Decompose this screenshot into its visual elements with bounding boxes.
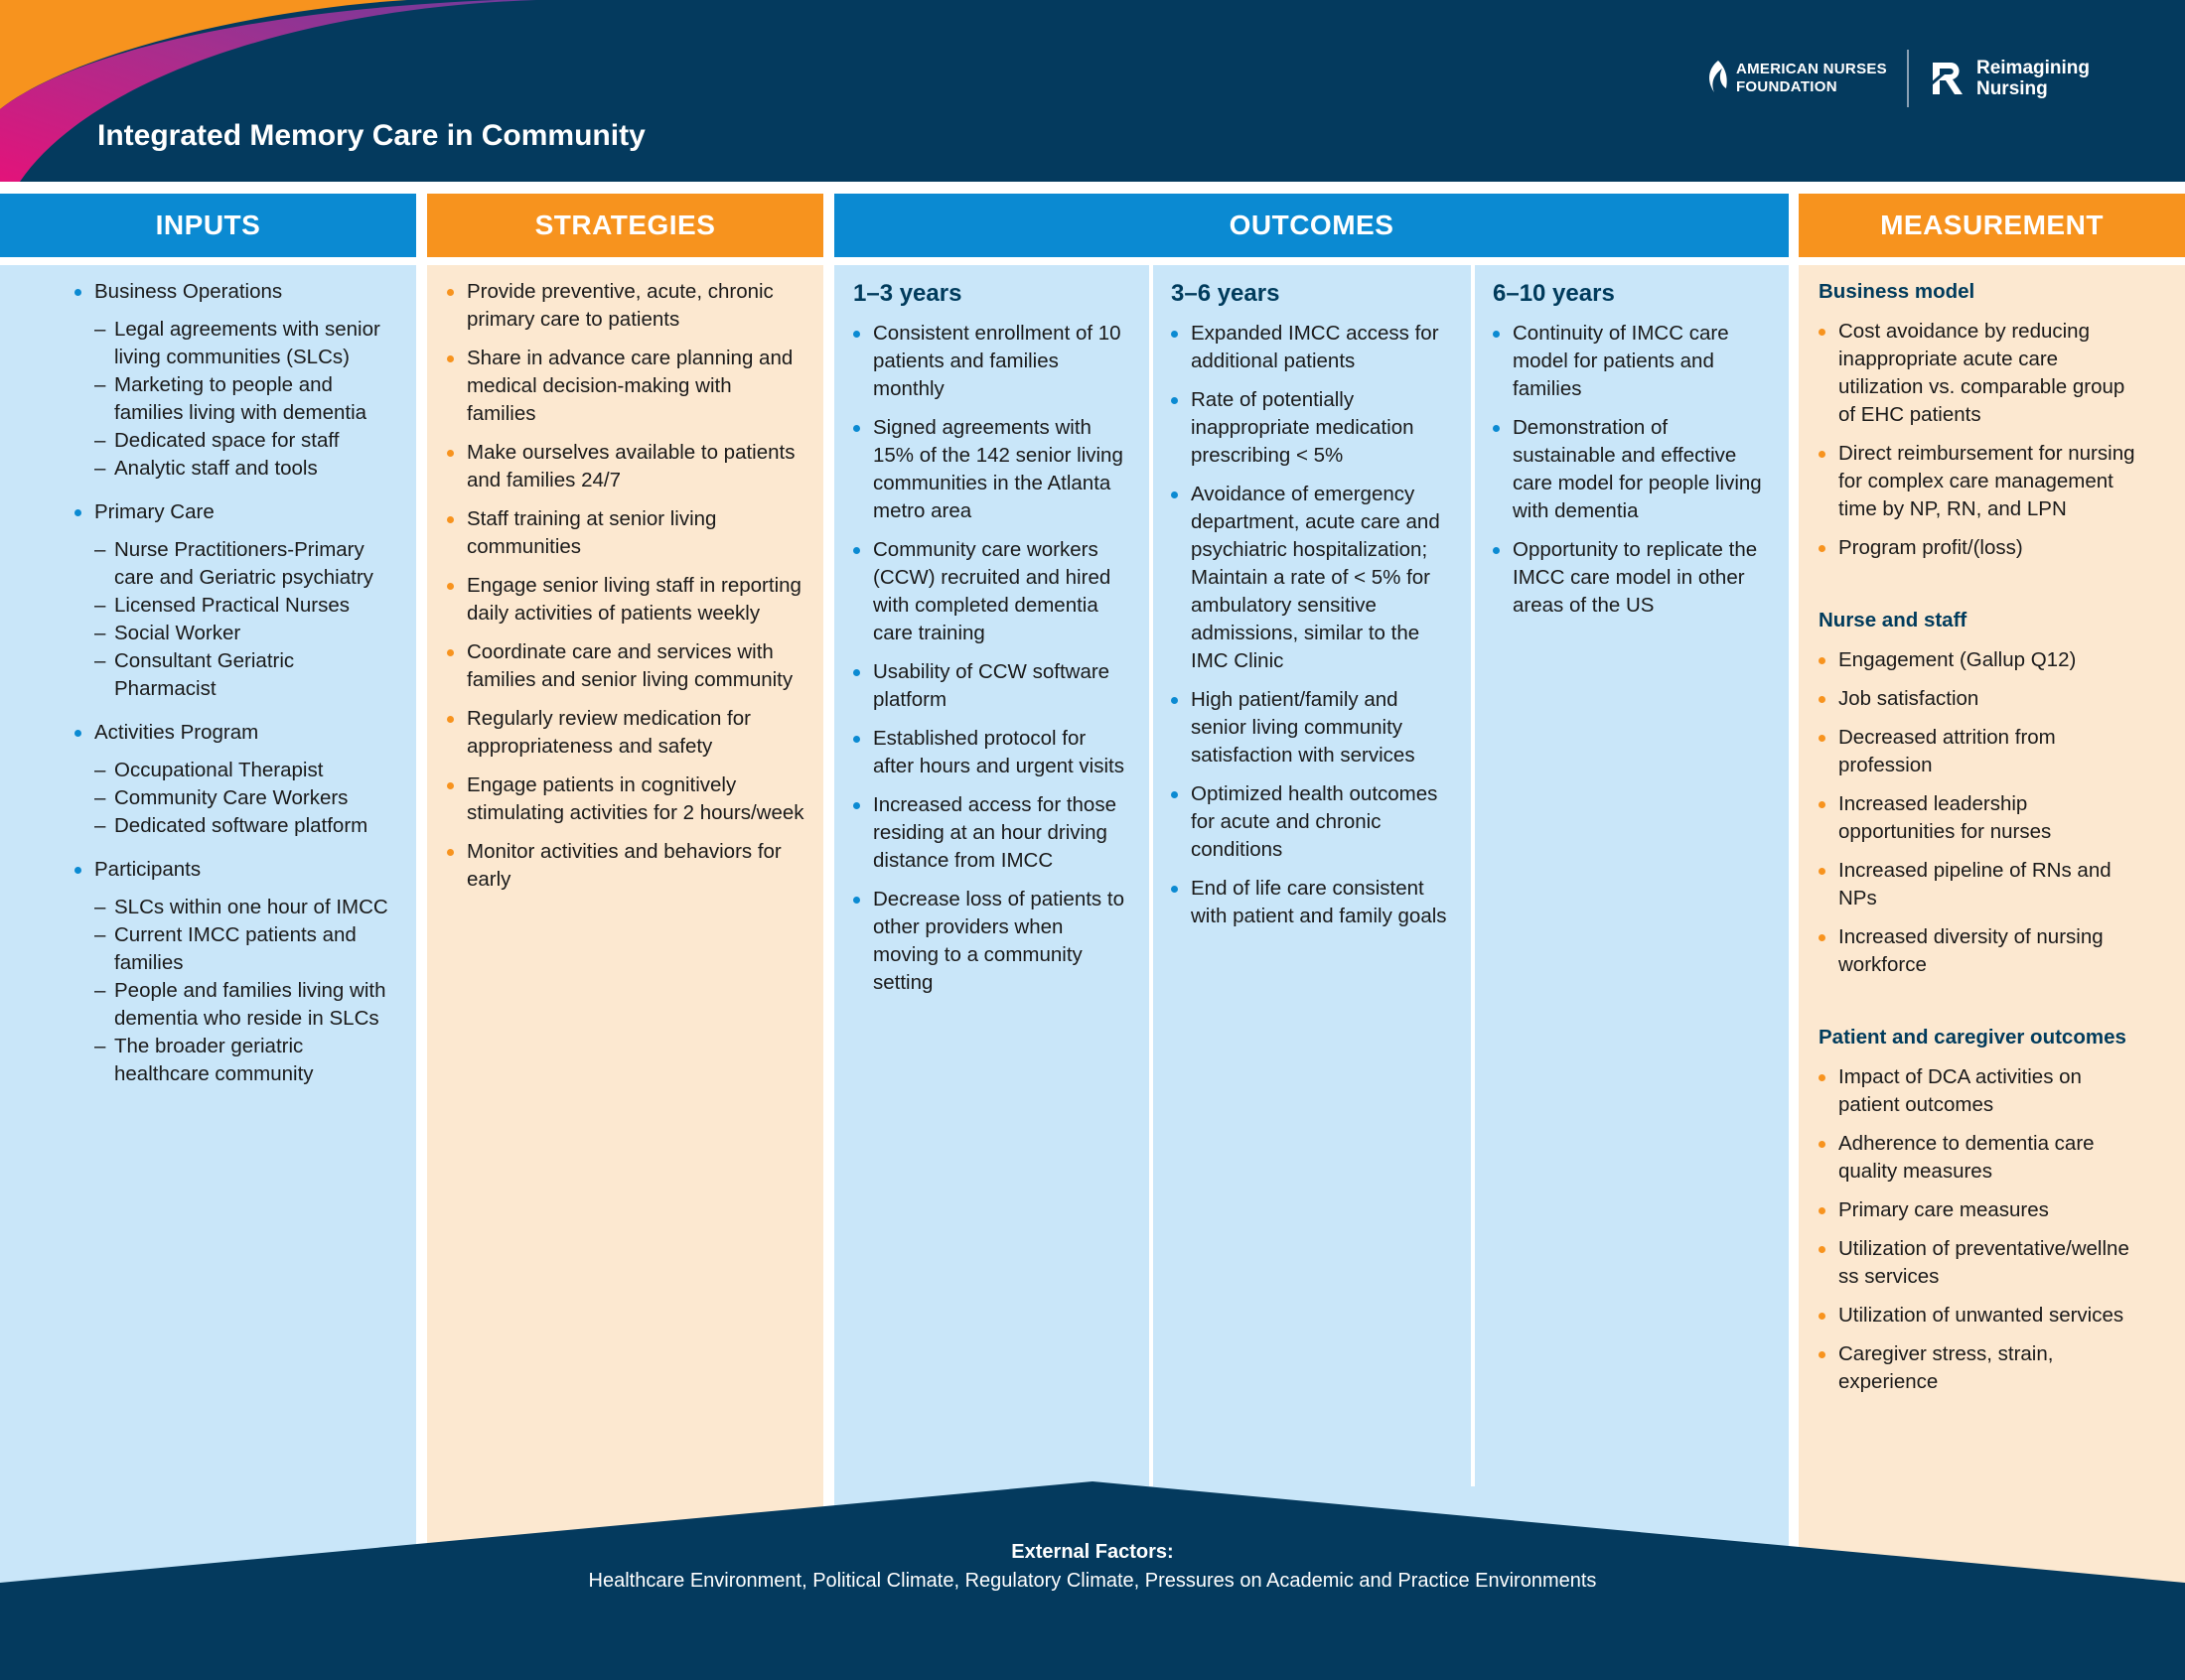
outcomes-header: OUTCOMES bbox=[834, 194, 1789, 257]
outcomes-column bbox=[834, 194, 1789, 994]
sub-item: – Community Care Workers bbox=[94, 784, 392, 812]
list-item: Engage patients in cognitively stimulating activities for 2 hours/week bbox=[447, 771, 804, 827]
list-item: Expanded IMCC access for additional patients bbox=[1171, 320, 1459, 375]
external-factors-text: Healthcare Environment, Political Climate, Regulatory Climate, Pressures on Academic and Practice Environments bbox=[588, 1570, 1597, 1592]
list-item: Avoidance of emergency department, acute care and psychiatric hospitalization; Maintain a rate of < 5% for ambulatory sensitive admissions, similar to the IMC Clinic bbox=[1171, 481, 1459, 675]
period-heading: 6–10 years bbox=[1493, 280, 1615, 307]
period-heading: 3–6 years bbox=[1171, 280, 1280, 307]
section-heading: Business model bbox=[1819, 280, 1975, 303]
list-item: Signed agreements with 15% of the 142 senior living communities in the Atlanta metro area bbox=[853, 414, 1131, 525]
sub-item: – Marketing to people and families living with dementia bbox=[94, 371, 392, 427]
decorative-arc bbox=[0, 0, 556, 182]
page-title: Integrated Memory Care in Community bbox=[97, 119, 646, 152]
sub-item: – Current IMCC patients and families bbox=[94, 921, 392, 977]
outcomes-period-3 bbox=[1493, 280, 1771, 630]
list-item: Utilization of preventative/wellne ss services bbox=[1819, 1235, 2146, 1291]
list-item bbox=[74, 278, 392, 483]
list-item: Adherence to dementia care quality measures bbox=[1819, 1130, 2146, 1186]
sub-item: – Dedicated software platform bbox=[94, 812, 392, 840]
list-item: Make ourselves available to patients and families 24/7 bbox=[447, 439, 804, 494]
list-item: Established protocol for after hours and urgent visits bbox=[853, 725, 1131, 780]
list-item: Coordinate care and services with families and senior living community bbox=[447, 638, 804, 694]
list-item: Provide preventive, acute, chronic primary care to patients bbox=[447, 278, 804, 334]
sub-item: – The broader geriatric healthcare community bbox=[94, 1033, 392, 1088]
sub-list bbox=[94, 316, 392, 483]
sub-item: – SLCs within one hour of IMCC bbox=[94, 894, 392, 921]
list-item bbox=[74, 498, 392, 703]
list-item: Regularly review medication for appropriateness and safety bbox=[447, 705, 804, 761]
inputs-content bbox=[74, 278, 392, 1104]
measurement-content bbox=[1819, 278, 2146, 1407]
logo-anf-line1: AMERICAN NURSES bbox=[1735, 61, 1887, 77]
list-item: Impact of DCA activities on patient outcomes bbox=[1819, 1063, 2146, 1119]
inputs-activities-label: Activities Program bbox=[94, 721, 259, 744]
list-item: Increased pipeline of RNs and NPs bbox=[1819, 857, 2146, 912]
list-item: Engagement (Gallup Q12) bbox=[1819, 646, 2146, 674]
period-heading: 1–3 years bbox=[853, 280, 962, 307]
american-nurses-foundation-logo bbox=[1704, 59, 1887, 98]
sub-item: – People and families living with dementia who reside in SLCs bbox=[94, 977, 392, 1033]
strategies-column bbox=[427, 194, 823, 891]
logo-rn-line2: Nursing bbox=[1975, 78, 2048, 99]
logo-rn-line1: Reimagining bbox=[1975, 58, 2090, 78]
list-item: Monitor activities and behaviors for early bbox=[447, 838, 804, 894]
list-item: Decreased attrition from profession bbox=[1819, 724, 2146, 779]
list-item: Increased access for those residing at an hour driving distance from IMCC bbox=[853, 791, 1131, 875]
sub-item: – Nurse Practitioners-Primary care and Geriatric psychiatry bbox=[94, 536, 392, 592]
sub-item: – Licensed Practical Nurses bbox=[94, 592, 392, 620]
inputs-header: INPUTS bbox=[0, 194, 416, 257]
list-item: Caregiver stress, strain, experience bbox=[1819, 1340, 2146, 1396]
r-mark-icon bbox=[1929, 59, 1966, 98]
outcomes-divider bbox=[1149, 265, 1153, 1486]
external-factors-title: External Factors: bbox=[1011, 1541, 1174, 1563]
inputs-primary-label: Primary Care bbox=[94, 500, 215, 523]
inputs-business-label: Business Operations bbox=[94, 280, 283, 303]
inputs-column bbox=[0, 194, 416, 1085]
inputs-participants-label: Participants bbox=[94, 858, 202, 881]
list-item bbox=[74, 856, 392, 1088]
sub-list bbox=[94, 536, 392, 703]
header-banner bbox=[0, 0, 2185, 182]
list-item: Increased diversity of nursing workforce bbox=[1819, 923, 2146, 979]
sub-item: – Legal agreements with senior living communities (SLCs) bbox=[94, 316, 392, 371]
sub-list bbox=[94, 757, 392, 840]
strategies-content bbox=[447, 278, 804, 905]
list-item: Program profit/(loss) bbox=[1819, 534, 2146, 562]
reimagining-nursing-logo bbox=[1929, 58, 2090, 99]
list-item: End of life care consistent with patient and family goals bbox=[1171, 875, 1459, 930]
list-item: Optimized health outcomes for acute and chronic conditions bbox=[1171, 780, 1459, 864]
list-item: Job satisfaction bbox=[1819, 685, 2146, 713]
list-item: Engage senior living staff in reporting daily activities of patients weekly bbox=[447, 572, 804, 628]
list-item: Share in advance care planning and medical decision-making with families bbox=[447, 345, 804, 428]
outcomes-period-1 bbox=[853, 280, 1131, 1008]
list-item: Community care workers (CCW) recruited and hired with completed dementia care training bbox=[853, 536, 1131, 647]
outcomes-divider bbox=[1471, 265, 1475, 1486]
strategies-header: STRATEGIES bbox=[427, 194, 823, 257]
list-item: Continuity of IMCC care model for patients and families bbox=[1493, 320, 1771, 403]
list-item bbox=[74, 719, 392, 840]
measurement-column bbox=[1799, 194, 2185, 1393]
list-item: Primary care measures bbox=[1819, 1196, 2146, 1224]
sub-item: – Occupational Therapist bbox=[94, 757, 392, 784]
sub-item: – Dedicated space for staff bbox=[94, 427, 392, 455]
logo-divider bbox=[1907, 50, 1909, 107]
outcomes-period-2 bbox=[1171, 280, 1459, 941]
logo-anf-line2: FOUNDATION bbox=[1735, 78, 1837, 95]
measurement-header: MEASUREMENT bbox=[1799, 194, 2185, 257]
list-item: Staff training at senior living communities bbox=[447, 505, 804, 561]
sub-item: – Social Worker bbox=[94, 620, 392, 647]
flame-icon bbox=[1704, 59, 1732, 98]
sub-item: – Consultant Geriatric Pharmacist bbox=[94, 647, 392, 703]
sub-item: – Analytic staff and tools bbox=[94, 455, 392, 483]
list-item: Usability of CCW software platform bbox=[853, 658, 1131, 714]
list-item: Cost avoidance by reducing inappropriate acute care utilization vs. comparable group of EHC patients bbox=[1819, 318, 2146, 429]
logos bbox=[1704, 50, 2090, 107]
list-item: Consistent enrollment of 10 patients and families monthly bbox=[853, 320, 1131, 403]
section-heading: Patient and caregiver outcomes bbox=[1819, 1026, 2126, 1049]
list-item: Utilization of unwanted services bbox=[1819, 1302, 2146, 1330]
list-item: Decrease loss of patients to other providers when moving to a community setting bbox=[853, 886, 1131, 997]
sub-list bbox=[94, 894, 392, 1088]
list-item: Direct reimbursement for nursing for complex care management time by NP, RN, and LPN bbox=[1819, 440, 2146, 523]
section-heading: Nurse and staff bbox=[1819, 609, 1967, 631]
list-item: Rate of potentially inappropriate medication prescribing < 5% bbox=[1171, 386, 1459, 470]
list-item: Opportunity to replicate the IMCC care model in other areas of the US bbox=[1493, 536, 1771, 620]
list-item: Increased leadership opportunities for nurses bbox=[1819, 790, 2146, 846]
list-item: Demonstration of sustainable and effective care model for people living with dementia bbox=[1493, 414, 1771, 525]
list-item: High patient/family and senior living community satisfaction with services bbox=[1171, 686, 1459, 770]
